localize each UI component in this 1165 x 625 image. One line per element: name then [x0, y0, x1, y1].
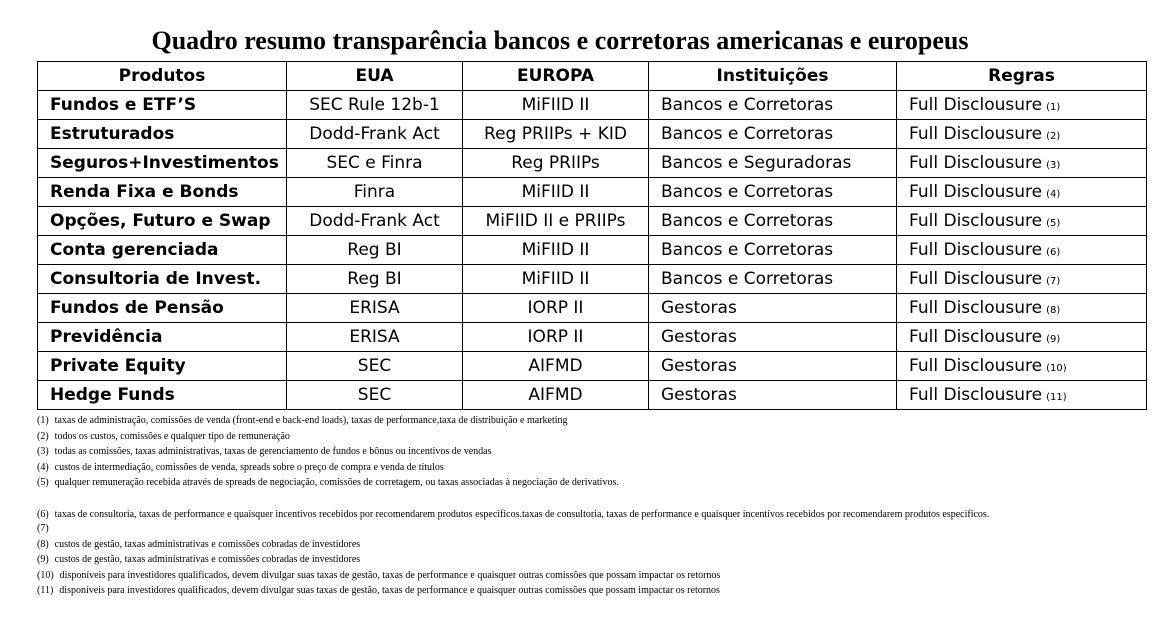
col-header-produtos: Produtos: [38, 62, 287, 91]
footnote-number: (1): [37, 415, 49, 426]
cell-europa: AIFMD: [463, 381, 649, 410]
cell-instituicoes: Bancos e Corretoras: [649, 91, 897, 120]
cell-instituicoes: Bancos e Corretoras: [649, 265, 897, 294]
cell-europa: MiFIID II: [463, 265, 649, 294]
footnote-number: (6): [37, 508, 49, 520]
footnote: [37, 583, 1147, 599]
cell-instituicoes: Bancos e Seguradoras: [649, 149, 897, 178]
regra-text: Full Disclousure: [909, 240, 1043, 260]
cell-eua: ERISA: [287, 323, 463, 352]
footnote-ref: (4): [1046, 189, 1061, 200]
table-row: [38, 294, 1147, 323]
table-row: [38, 91, 1147, 120]
footnote-text: taxas de administração, comissões de venda (front-end e back-end loads), taxas de performance,taxa de distribuição e marketing: [54, 415, 568, 426]
footnote-ref: (6): [1046, 247, 1061, 258]
cell-regra: [897, 120, 1147, 149]
footnote-number: (9): [37, 554, 49, 566]
cell-eua: SEC Rule 12b-1: [287, 91, 463, 120]
regra-text: Full Disclousure: [909, 124, 1043, 144]
regra-text: Full Disclousure: [909, 327, 1043, 347]
footnote-text: custos de intermediação, comissões de venda, spreads sobre o preço de compra e venda de títulos: [54, 461, 444, 473]
table-row: [38, 381, 1147, 410]
cell-regra: [897, 381, 1147, 410]
cell-produto: Seguros+Investimentos: [38, 149, 287, 178]
col-header-eua: EUA: [287, 62, 463, 91]
regra-text: Full Disclousure: [909, 182, 1043, 202]
table-row: [38, 207, 1147, 236]
table-row: [38, 323, 1147, 352]
cell-europa: AIFMD: [463, 352, 649, 381]
cell-europa: MiFIID II: [463, 236, 649, 265]
cell-europa: IORP II: [463, 294, 649, 323]
footnote-ref: (2): [1046, 131, 1061, 142]
footnote-number: (3): [37, 446, 49, 458]
cell-regra: [897, 207, 1147, 236]
cell-produto: Conta gerenciada: [38, 236, 287, 265]
footnote-ref: (8): [1046, 305, 1061, 316]
footnote-number: (8): [37, 538, 49, 550]
table-body: [38, 91, 1147, 410]
table-row: [38, 236, 1147, 265]
footnote: [37, 413, 1147, 429]
cell-instituicoes: Bancos e Corretoras: [649, 236, 897, 265]
footnote: [37, 460, 1147, 476]
cell-eua: ERISA: [287, 294, 463, 323]
col-header-regras: Regras: [897, 62, 1147, 91]
footnote-number: (2): [37, 430, 49, 442]
cell-produto: Hedge Funds: [38, 381, 287, 410]
cell-produto: Previdência: [38, 323, 287, 352]
cell-produto: Opções, Futuro e Swap: [38, 207, 287, 236]
cell-europa: MiFIID II: [463, 178, 649, 207]
footnote-text: disponíveis para investidores qualificados, devem divulgar suas taxas de gestão, taxas de performance e quaisquer outras comissões que possam impactar os retornos: [59, 569, 721, 581]
footnote: [37, 429, 1147, 445]
cell-europa: MiFIID II e PRIIPs: [463, 207, 649, 236]
cell-regra: [897, 236, 1147, 265]
footnote-gap: [37, 491, 1147, 509]
regra-text: Full Disclousure: [909, 211, 1043, 231]
table-row: [38, 352, 1147, 381]
footnote-number: (5): [37, 477, 49, 489]
footnote-ref: (1): [1046, 102, 1061, 113]
cell-instituicoes: Bancos e Corretoras: [649, 207, 897, 236]
footnote-text: todas as comissões, taxas administrativas, taxas de gerenciamento de fundos e bônus ou incentivos de vendas: [54, 446, 492, 458]
table-row: [38, 120, 1147, 149]
cell-eua: Dodd-Frank Act: [287, 120, 463, 149]
page-title: Quadro resumo transparência bancos e corretoras americanas e europeus: [151, 26, 969, 55]
cell-produto: Renda Fixa e Bonds: [38, 178, 287, 207]
cell-eua: Reg BI: [287, 236, 463, 265]
cell-instituicoes: Gestoras: [649, 381, 897, 410]
footnote-text: taxas de consultoria, taxas de performance e quaisquer incentivos recebidos por recomendarem produtos específicos.taxas de consultoria, taxas de performance e quaisquer incentivos recebidos por recomendarem produtos específicos.: [54, 508, 990, 520]
footnote: [37, 552, 1147, 568]
footnote: [37, 444, 1147, 460]
cell-eua: Finra: [287, 178, 463, 207]
cell-regra: [897, 91, 1147, 120]
regra-text: Full Disclousure: [909, 385, 1043, 405]
cell-produto: Estruturados: [38, 120, 287, 149]
cell-regra: [897, 323, 1147, 352]
footnote-text: custos de gestão, taxas administrativas e comissões cobradas de investidores: [54, 538, 361, 550]
cell-instituicoes: Bancos e Corretoras: [649, 120, 897, 149]
cell-regra: [897, 149, 1147, 178]
footnote-ref: (9): [1046, 334, 1061, 345]
footnote-ref: (5): [1046, 218, 1061, 229]
footnote: [37, 568, 1147, 584]
col-header-europa: EUROPA: [463, 62, 649, 91]
cell-regra: [897, 294, 1147, 323]
cell-produto: Fundos de Pensão: [38, 294, 287, 323]
cell-regra: [897, 352, 1147, 381]
cell-instituicoes: Gestoras: [649, 294, 897, 323]
cell-eua: SEC: [287, 381, 463, 410]
regra-text: Full Disclousure: [909, 356, 1043, 376]
cell-eua: Reg BI: [287, 265, 463, 294]
footnote-text: disponíveis para investidores qualificados, devem divulgar suas taxas de gestão, taxas de performance e quaisquer outras comissões que possam impactar os retornos: [59, 585, 720, 597]
footnote-text: todos os custos, comissões e qualquer tipo de remuneração: [54, 430, 290, 442]
footnote-number: (4): [37, 461, 49, 473]
regra-text: Full Disclousure: [909, 269, 1043, 289]
footnote-text: custos de gestão, taxas administrativas e comissões cobradas de investidores: [54, 554, 361, 566]
table-row: [38, 149, 1147, 178]
footnote-number: (7): [37, 522, 49, 534]
footnote-ref: (11): [1046, 392, 1067, 403]
cell-europa: Reg PRIIPs: [463, 149, 649, 178]
regra-text: Full Disclousure: [909, 95, 1043, 115]
cell-produto: Fundos e ETF’S: [38, 91, 287, 120]
table-row: [38, 178, 1147, 207]
footnote: [37, 521, 1147, 537]
table-row: [38, 265, 1147, 294]
cell-europa: Reg PRIIPs + KID: [463, 120, 649, 149]
cell-produto: Consultoria de Invest.: [38, 265, 287, 294]
footnote-ref: (7): [1046, 276, 1061, 287]
footnote: [37, 475, 1147, 491]
summary-table: [37, 61, 1147, 410]
table-header-row: [38, 62, 1147, 91]
footnote-number: (11): [37, 585, 54, 597]
cell-europa: IORP II: [463, 323, 649, 352]
col-header-instituicoes: Instituições: [649, 62, 897, 91]
cell-eua: Dodd-Frank Act: [287, 207, 463, 236]
footnote-ref: (3): [1046, 160, 1061, 171]
footnote: [37, 537, 1147, 553]
cell-produto: Private Equity: [38, 352, 287, 381]
cell-regra: [897, 265, 1147, 294]
regra-text: Full Disclousure: [909, 153, 1043, 173]
footnote-number: (10): [37, 569, 54, 581]
cell-instituicoes: Gestoras: [649, 352, 897, 381]
footnotes: [37, 413, 1147, 599]
cell-eua: SEC: [287, 352, 463, 381]
cell-instituicoes: Gestoras: [649, 323, 897, 352]
cell-instituicoes: Bancos e Corretoras: [649, 178, 897, 207]
footnote-ref: (10): [1046, 363, 1067, 374]
cell-europa: MiFIID II: [463, 91, 649, 120]
cell-eua: SEC e Finra: [287, 149, 463, 178]
regra-text: Full Disclousure: [909, 298, 1043, 318]
footnote: [37, 509, 992, 521]
footnote-text: qualquer remuneração recebida através de spreads de negociação, comissões de corretagem, ou taxas associadas à negociação de derivativos.: [54, 477, 619, 489]
cell-regra: [897, 178, 1147, 207]
